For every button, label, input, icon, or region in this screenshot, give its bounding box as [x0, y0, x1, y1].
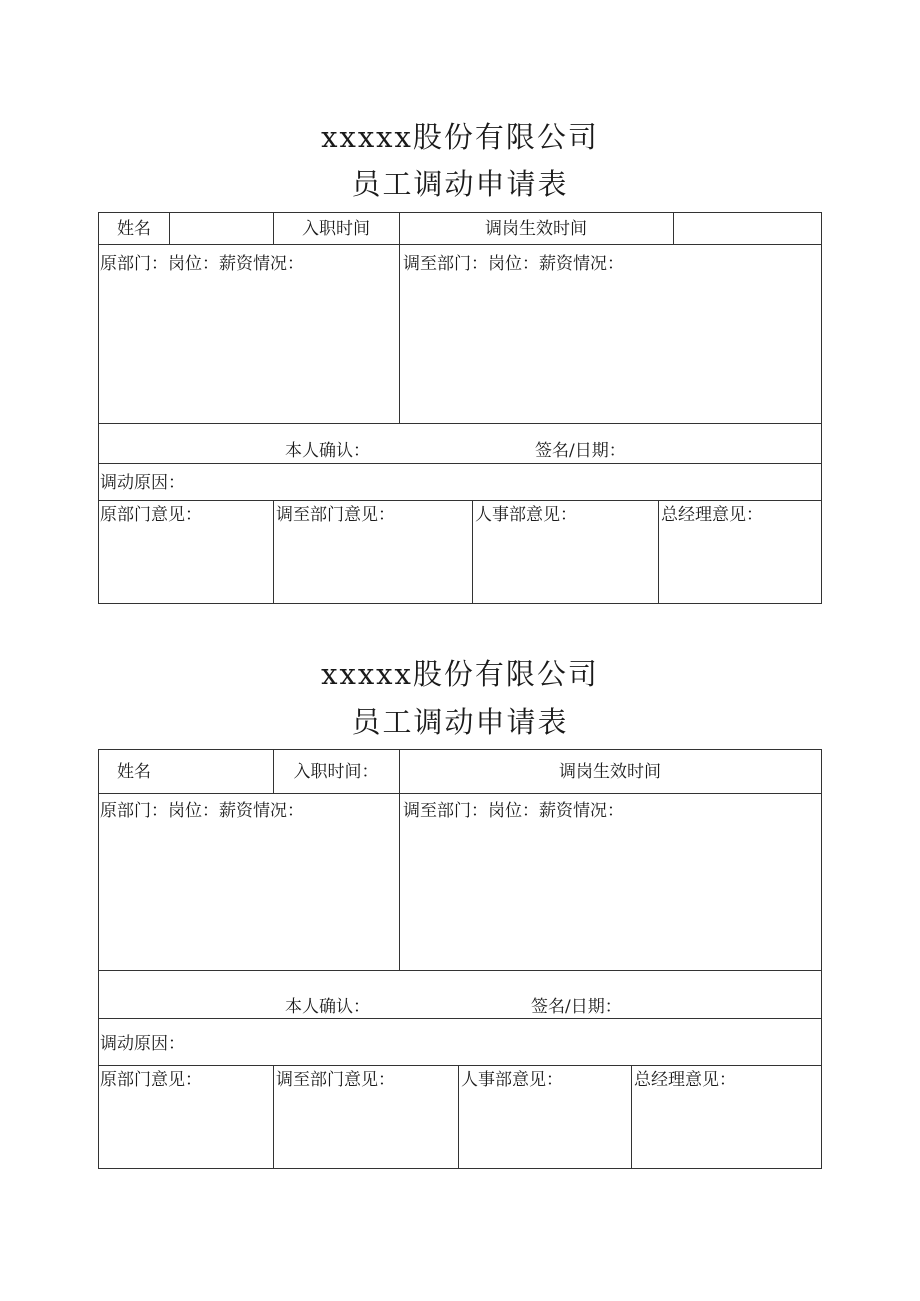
name-input[interactable]: [170, 750, 273, 793]
original-position-label: 原部门：岗位：薪资情况：: [100, 801, 304, 821]
signature-date-label: 签名/日期：: [535, 441, 626, 461]
name-input[interactable]: [170, 213, 273, 244]
self-confirm-label: 本人确认：: [285, 441, 370, 461]
orig-dept-opinion-label: 原部门意见：: [100, 1070, 202, 1090]
gm-opinion-label: 总经理意见：: [634, 1070, 736, 1090]
form-title: 员工调动申请表: [351, 705, 569, 739]
name-label: 姓名: [117, 219, 151, 239]
form-table: [98, 749, 822, 1169]
form-title: 员工调动申请表: [351, 167, 569, 201]
transfer-to-label: 调至部门：岗位：薪资情况：: [403, 801, 624, 821]
company-name: xxxxx股份有限公司: [321, 657, 599, 691]
company-name: xxxxx股份有限公司: [321, 120, 599, 154]
transfer-reason-label: 调动原因：: [100, 1034, 185, 1054]
name-label: 姓名: [117, 762, 151, 782]
effective-date-label: 调岗生效时间: [485, 219, 587, 239]
orig-dept-opinion-label: 原部门意见：: [100, 505, 202, 525]
effective-date-label: 调岗生效时间: [559, 762, 661, 782]
hr-opinion-label: 人事部意见：: [461, 1070, 563, 1090]
new-dept-opinion-label: 调至部门意见：: [276, 505, 395, 525]
form-table: [98, 212, 822, 604]
hr-opinion-label: 人事部意见：: [475, 505, 577, 525]
gm-opinion-label: 总经理意见：: [661, 505, 763, 525]
transfer-to-label: 调至部门：岗位：薪资情况：: [403, 254, 624, 274]
new-dept-opinion-label: 调至部门意见：: [276, 1070, 395, 1090]
signature-date-label: 签名/日期：: [531, 997, 622, 1017]
self-confirm-label: 本人确认：: [285, 997, 370, 1017]
transfer-reason-label: 调动原因：: [100, 473, 185, 493]
hire-date-label: 入职时间：: [293, 762, 379, 782]
effective-date-input[interactable]: [674, 213, 821, 244]
original-position-label: 原部门：岗位：薪资情况：: [100, 254, 304, 274]
hire-date-label: 入职时间: [302, 219, 370, 239]
